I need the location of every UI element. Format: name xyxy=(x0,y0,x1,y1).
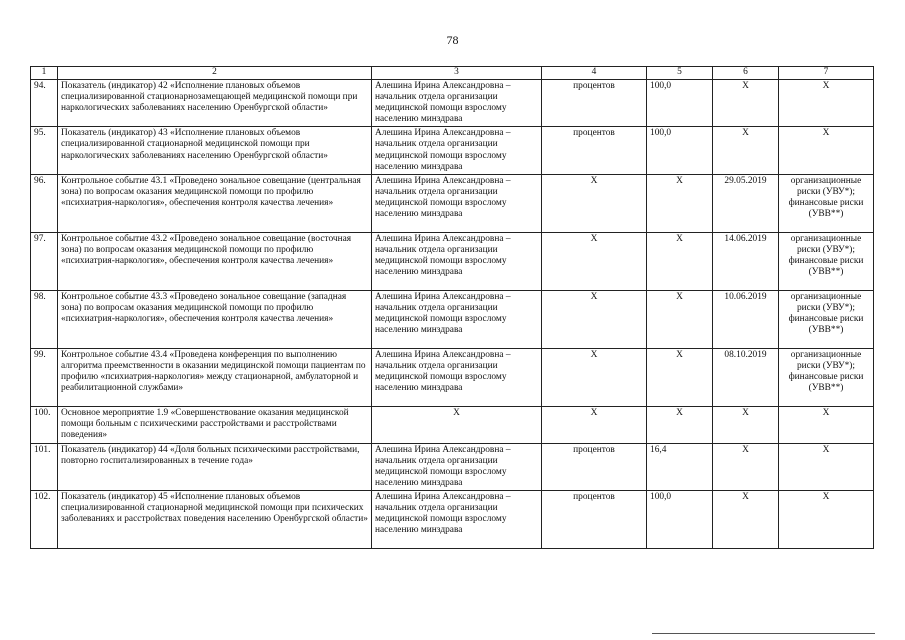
column-number: 5 xyxy=(647,67,713,80)
unit-of-measure: X xyxy=(542,232,647,290)
plan-table xyxy=(30,66,874,549)
risks: X xyxy=(779,127,874,174)
table-row xyxy=(31,80,874,127)
target-value: 100,0 xyxy=(647,491,713,549)
row-number: 99. xyxy=(31,348,58,406)
item-name: Контрольное событие 43.1 «Проведено зональное совещание (центральная зона) по вопросам оказания медицинской помощи по профилю «психиатрия-наркология», обеспечения контроля качества лечения» xyxy=(58,174,372,232)
risks: организационные риски (УВУ*); финансовые риски (УВВ**) xyxy=(779,232,874,290)
table-row xyxy=(31,406,874,443)
responsible-person: Алешина Ирина Александровна – начальник отдела организации медицинской помощи взрослому населению минздрава xyxy=(372,174,542,232)
risks: X xyxy=(779,443,874,490)
responsible-person: Алешина Ирина Александровна – начальник отдела организации медицинской помощи взрослому населению минздрава xyxy=(372,348,542,406)
column-number: 2 xyxy=(58,67,372,80)
due-date: X xyxy=(713,80,779,127)
target-value: X xyxy=(647,348,713,406)
due-date: X xyxy=(713,127,779,174)
unit-of-measure: X xyxy=(542,406,647,443)
item-name: Контрольное событие 43.4 «Проведена конференция по выполнению алгоритма преемственности в оказании медицинской помощи пациентам по профилю «психиатрия-наркология» между стационарной, амбулаторной и реабилитационной службами» xyxy=(58,348,372,406)
target-value: 100,0 xyxy=(647,127,713,174)
responsible-person: Алешина Ирина Александровна – начальник отдела организации медицинской помощи взрослому населению минздрава xyxy=(372,290,542,348)
due-date: 08.10.2019 xyxy=(713,348,779,406)
row-number: 101. xyxy=(31,443,58,490)
target-value: X xyxy=(647,406,713,443)
due-date: 10.06.2019 xyxy=(713,290,779,348)
item-name: Показатель (индикатор) 42 «Исполнение плановых объемов специализированной стационарнозамещающей медицинской помощи при наркологических заболеваниях населению Оренбургской области» xyxy=(58,80,372,127)
risks: организационные риски (УВУ*); финансовые риски (УВВ**) xyxy=(779,290,874,348)
unit-of-measure: процентов xyxy=(542,127,647,174)
responsible-person: Алешина Ирина Александровна – начальник отдела организации медицинской помощи взрослому населению минздрава xyxy=(372,127,542,174)
row-number: 95. xyxy=(31,127,58,174)
item-name: Показатель (индикатор) 45 «Исполнение плановых объемов специализированной стационарной медицинской помощи при психических заболеваниях и расстройствах поведения населению Оренбургской области» xyxy=(58,491,372,549)
column-number: 3 xyxy=(372,67,542,80)
responsible-person: Алешина Ирина Александровна – начальник отдела организации медицинской помощи взрослому населению минздрава xyxy=(372,443,542,490)
column-number: 6 xyxy=(713,67,779,80)
risks: организационные риски (УВУ*); финансовые риски (УВВ**) xyxy=(779,174,874,232)
target-value: X xyxy=(647,174,713,232)
row-number: 97. xyxy=(31,232,58,290)
responsible-person: Алешина Ирина Александровна – начальник отдела организации медицинской помощи взрослому населению минздрава xyxy=(372,80,542,127)
due-date: X xyxy=(713,491,779,549)
row-number: 102. xyxy=(31,491,58,549)
target-value: 16,4 xyxy=(647,443,713,490)
responsible-person: Алешина Ирина Александровна – начальник отдела организации медицинской помощи взрослому населению минздрава xyxy=(372,491,542,549)
column-number: 7 xyxy=(779,67,874,80)
item-name: Основное мероприятие 1.9 «Совершенствование оказания медицинской помощи больным с психическими расстройствами и расстройствами поведения» xyxy=(58,406,372,443)
unit-of-measure: X xyxy=(542,174,647,232)
responsible-person: Алешина Ирина Александровна – начальник отдела организации медицинской помощи взрослому населению минздрава xyxy=(372,232,542,290)
row-number: 94. xyxy=(31,80,58,127)
table-row xyxy=(31,443,874,490)
row-number: 98. xyxy=(31,290,58,348)
column-number-row xyxy=(31,67,874,80)
table-row xyxy=(31,127,874,174)
table-row xyxy=(31,348,874,406)
unit-of-measure: процентов xyxy=(542,80,647,127)
unit-of-measure: X xyxy=(542,290,647,348)
target-value: X xyxy=(647,232,713,290)
target-value: X xyxy=(647,290,713,348)
column-number: 4 xyxy=(542,67,647,80)
due-date: X xyxy=(713,406,779,443)
risks: X xyxy=(779,406,874,443)
item-name: Показатель (индикатор) 43 «Исполнение плановых объемов специализированной стационарной медицинской помощи при наркологических заболеваниях населению Оренбургской области» xyxy=(58,127,372,174)
due-date: X xyxy=(713,443,779,490)
table-row xyxy=(31,232,874,290)
item-name: Контрольное событие 43.3 «Проведено зональное совещание (западная зона) по вопросам оказания медицинской помощи по профилю «психиатрия-наркология», обеспечения контроля качества лечения» xyxy=(58,290,372,348)
due-date: 14.06.2019 xyxy=(713,232,779,290)
table-row xyxy=(31,491,874,549)
risks: X xyxy=(779,80,874,127)
item-name: Показатель (индикатор) 44 «Доля больных психическими расстройствами, повторно госпитализированных в течение года» xyxy=(58,443,372,490)
target-value: 100,0 xyxy=(647,80,713,127)
unit-of-measure: процентов xyxy=(542,443,647,490)
page-number: 78 xyxy=(446,33,459,47)
table-row xyxy=(31,290,874,348)
column-number: 1 xyxy=(31,67,58,80)
unit-of-measure: X xyxy=(542,348,647,406)
due-date: 29.05.2019 xyxy=(713,174,779,232)
risks: X xyxy=(779,491,874,549)
table-row xyxy=(31,174,874,232)
risks: организационные риски (УВУ*); финансовые риски (УВВ**) xyxy=(779,348,874,406)
page-edge-line xyxy=(652,633,875,634)
row-number: 96. xyxy=(31,174,58,232)
item-name: Контрольное событие 43.2 «Проведено зональное совещание (восточная зона) по вопросам оказания медицинской помощи по профилю «психиатрия-наркология», обеспечения контроля качества лечения» xyxy=(58,232,372,290)
row-number: 100. xyxy=(31,406,58,443)
responsible-person: X xyxy=(372,406,542,443)
unit-of-measure: процентов xyxy=(542,491,647,549)
